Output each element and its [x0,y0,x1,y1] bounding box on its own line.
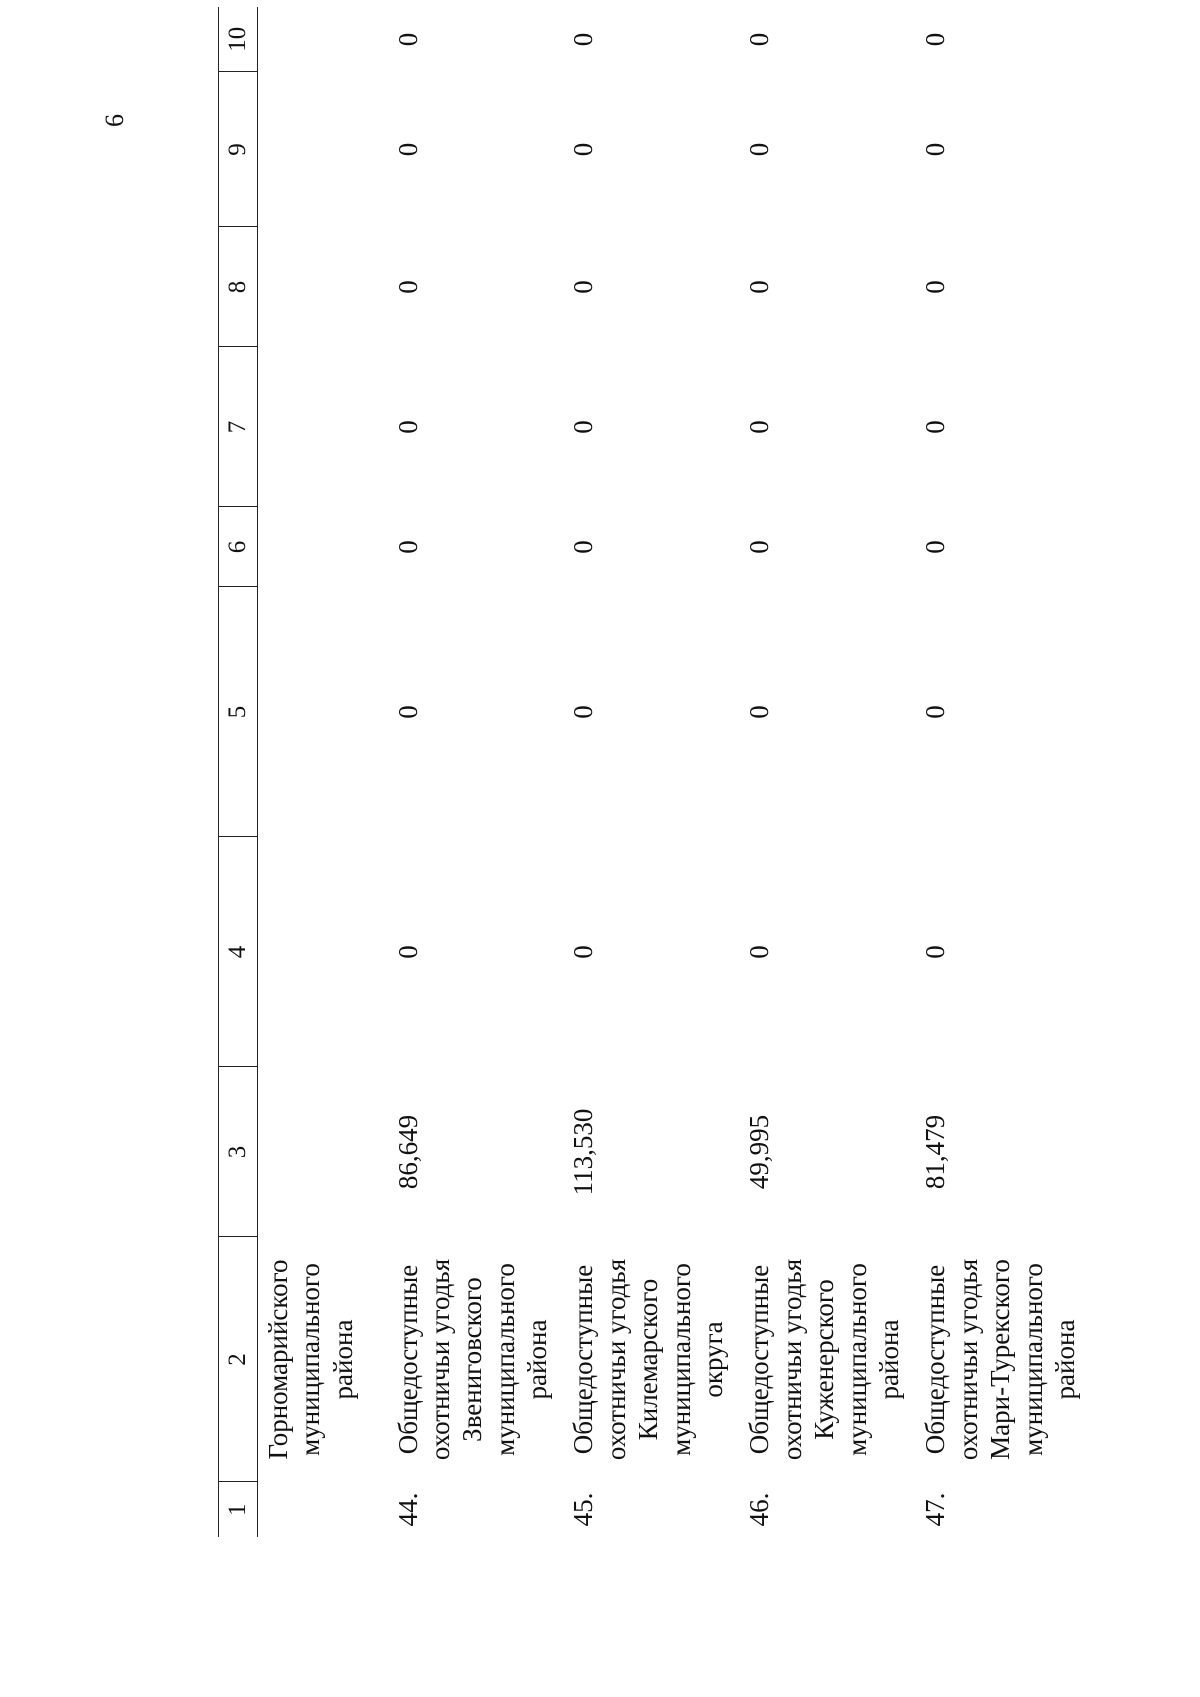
cell-value: 0 [392,945,423,959]
cell-value: 0 [920,705,951,719]
table-row [378,7,554,1537]
table-row-continuation [258,7,378,1537]
cell-value: 0 [920,142,951,157]
area-value: 81,479 [920,1114,951,1190]
cell-value: 0 [920,945,951,959]
cell-value: 0 [920,420,951,434]
cell-value: 0 [568,280,599,294]
cell-value: 0 [568,540,599,554]
cell-value: 0 [744,32,775,47]
cell-value: 0 [920,32,951,47]
cell-value: 0 [920,540,951,554]
col-header-10: 10 [219,7,258,72]
cell-value: 0 [568,420,599,434]
col-header-9: 9 [219,72,258,227]
col-header-1: 1 [219,1482,258,1537]
page-number: 6 [100,114,129,127]
cell-value: 0 [392,540,423,554]
row-number: 44. [392,1492,423,1527]
col-header-3: 3 [219,1067,258,1237]
cell-value: 0 [392,32,423,47]
row-name: Общедоступные охотничьи угодья Куженерского муниципального района [744,1258,904,1461]
cell-value: 0 [392,420,423,434]
cell-value: 0 [744,705,775,719]
cell-value: 0 [568,32,599,47]
col-header-8: 8 [219,227,258,347]
row-name: Общедоступные охотничьи угодья Мари-Турекского муниципального района [920,1258,1080,1461]
cell-value: 0 [744,540,775,554]
row-number: 45. [568,1492,599,1527]
row-name: Общедоступные охотничьи угодья Звениговского муниципального района [392,1258,553,1461]
cell-value: 0 [744,420,775,434]
cell-value: 0 [744,945,775,959]
cell-value: 0 [392,280,423,294]
cell-value: 0 [568,705,599,719]
cell-value: 0 [744,142,775,157]
row-name: Горномарийского муниципального района [263,1259,358,1460]
cell-value: 0 [744,280,775,294]
col-header-6: 6 [219,507,258,587]
col-header-5: 5 [219,587,258,837]
column-number-row [219,7,258,1537]
row-number: 47. [920,1492,951,1527]
cell-value: 0 [392,142,423,157]
cell-value: 0 [920,280,951,294]
col-header-4: 4 [219,837,258,1067]
area-value: 113,530 [568,1108,599,1196]
row-name: Общедоступные охотничьи угодья Килемарского муниципального округа [568,1258,729,1461]
data-table [218,7,1081,1537]
cell-value: 0 [568,142,599,157]
table-row [553,7,729,1537]
col-header-2: 2 [219,1237,258,1482]
row-number: 46. [744,1492,775,1527]
table-row [905,7,1081,1537]
area-value: 86,649 [392,1114,423,1190]
area-value: 49,995 [744,1114,775,1190]
col-header-7: 7 [219,347,258,507]
cell-value: 0 [568,945,599,959]
cell-value: 0 [392,705,423,719]
table-row [729,7,905,1537]
